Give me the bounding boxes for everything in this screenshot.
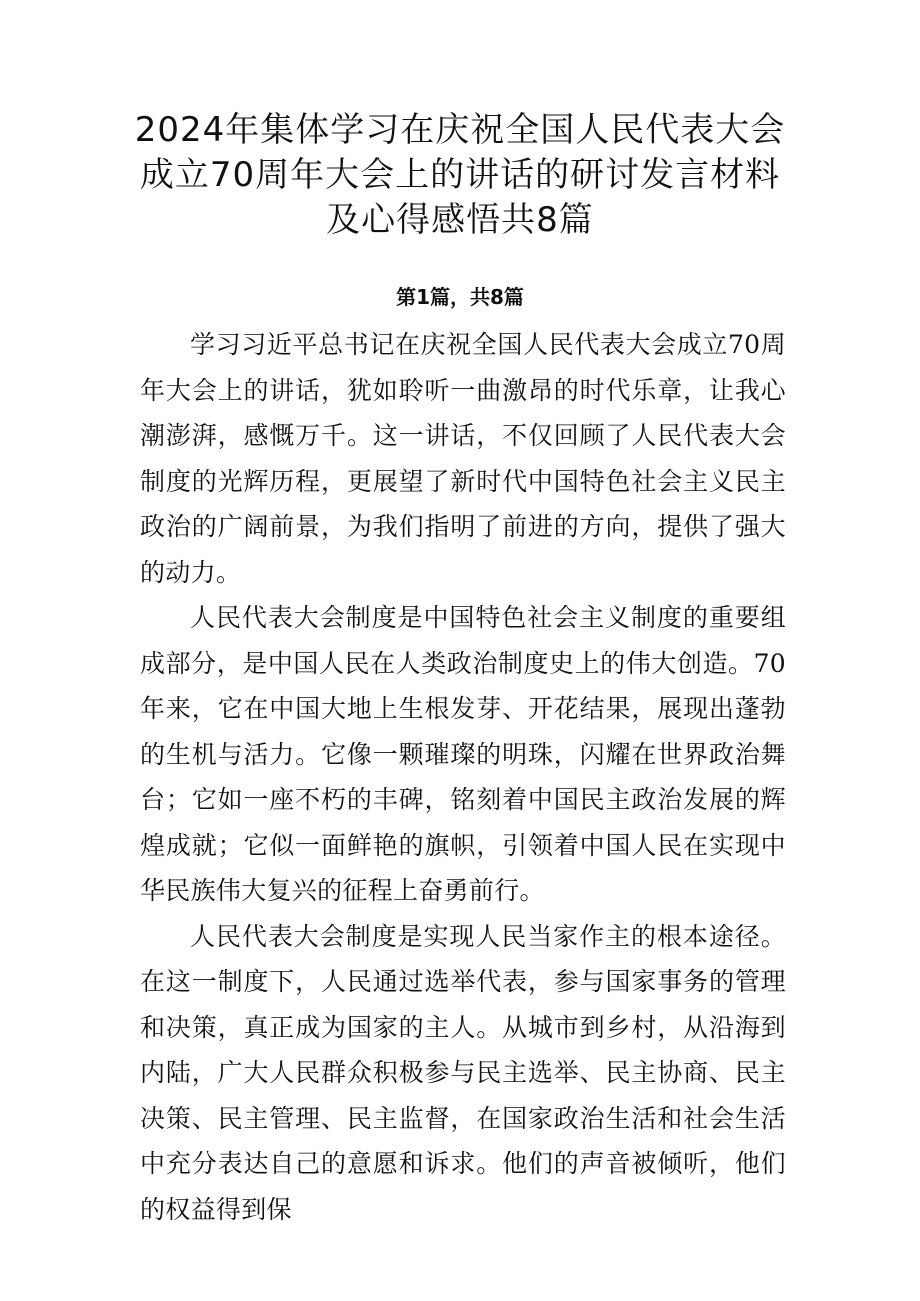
title-line: 及心得感悟共8篇: [326, 200, 594, 240]
document-body: [140, 322, 786, 1232]
body-paragraph: 学习习近平总书记在庆祝全国人民代表大会成立70周年大会上的讲话，犹如聆听一曲激昂的时代乐章，让我心潮澎湃，感慨万千。这一讲话，不仅回顾了人民代表大会制度的光辉历程，更展望了新时代中国特色社会主义民主政治的广阔前景，为我们指明了前进的方向，提供了强大的动力。: [140, 330, 786, 587]
body-paragraph: 人民代表大会制度是中国特色社会主义制度的重要组成部分，是中国人民在人类政治制度史上的伟大创造。70年来，它在中国大地上生根发芽、开花结果，展现出蓬勃的生机与活力。它像一颗璀璨的明珠，闪耀在世界政治舞台；它如一座不朽的丰碑，铭刻着中国民主政治发展的辉煌成就；它似一面鲜艳的旗帜，引领着中国人民在实现中华民族伟大复兴的征程上奋勇前行。: [140, 603, 786, 905]
title-line: 成立70周年大会上的讲话的研讨发言材料: [139, 155, 781, 195]
title-line: 2024年集体学习在庆祝全国人民代表大会: [134, 110, 786, 150]
body-paragraph: 人民代表大会制度是实现人民当家作主的根本途径。在这一制度下，人民通过选举代表，参与国家事务的管理和决策，真正成为国家的主人。从城市到乡村，从沿海到内陆，广大人民群众积极参与民主选举、民主协商、民主决策、民主管理、民主监督，在国家政治生活和社会生活中充分表达自己的意愿和诉求。他们的声音被倾听，他们的权益得到保: [140, 921, 786, 1224]
document-title: [120, 108, 800, 243]
part-label: 第1篇，共8篇: [396, 285, 524, 309]
